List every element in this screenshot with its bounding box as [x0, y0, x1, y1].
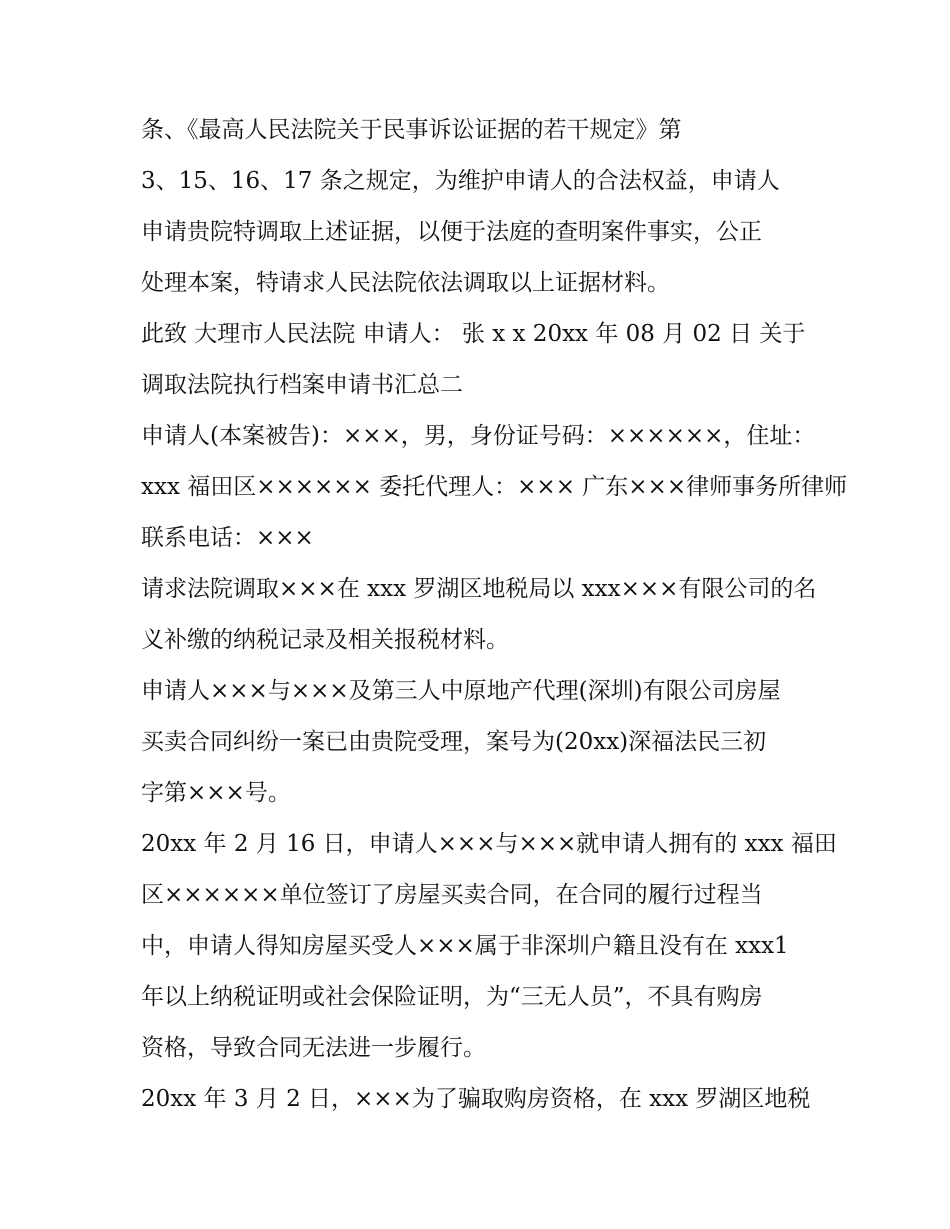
text-line: 20xx 年 2 月 16 日，申请人×××与×××就申请人拥有的 xxx 福田	[141, 831, 837, 857]
text-line: 字第×××号。	[141, 780, 291, 806]
text-line: 申请人×××与×××及第三人中原地产代理(深圳)有限公司房屋	[141, 678, 781, 704]
text-line: 申请人(本案被告)：×××，男，身份证号码：××××××，住址：	[141, 423, 816, 449]
text-line: 处理本案，特请求人民法院依法调取以上证据材料。	[141, 270, 670, 296]
text-line: 年以上纳税证明或社会保险证明，为“三无人员”，不具有购房	[141, 984, 763, 1010]
text-line: 调取法院执行档案申请书汇总二	[141, 372, 463, 398]
text-line: 3、15、16、17 条之规定，为维护申请人的合法权益，申请人	[141, 168, 780, 194]
text-line: 申请贵院特调取上述证据，以便于法庭的查明案件事实，公正	[141, 219, 762, 245]
text-line: 买卖合同纠纷一案已由贵院受理，案号为(20xx)深福法民三初	[141, 729, 767, 755]
text-line: xxx 福田区×××××× 委托代理人：××× 广东×××律师事务所律师	[141, 474, 848, 500]
text-line: 请求法院调取×××在 xxx 罗湖区地税局以 xxx×××有限公司的名	[141, 576, 817, 602]
text-line: 区××××××单位签订了房屋买卖合同，在合同的履行过程当	[141, 882, 763, 908]
text-line: 资格，导致合同无法进一步履行。	[141, 1035, 486, 1061]
document-body	[141, 110, 848, 1130]
text-line: 中，申请人得知房屋买受人×××属于非深圳户籍且没有在 xxx1	[141, 933, 789, 959]
text-line: 条、《最高人民法院关于民事诉讼证据的若干规定》第	[141, 117, 682, 143]
text-line: 义补缴的纳税记录及相关报税材料。	[141, 627, 509, 653]
text-line: 20xx 年 3 月 2 日，×××为了骗取购房资格，在 xxx 罗湖区地税	[141, 1086, 811, 1112]
text-line: 此致 大理市人民法院 申请人： 张 x x 20xx 年 08 月 02 日 关于	[141, 321, 806, 347]
text-line: 联系电话：×××	[141, 525, 314, 551]
